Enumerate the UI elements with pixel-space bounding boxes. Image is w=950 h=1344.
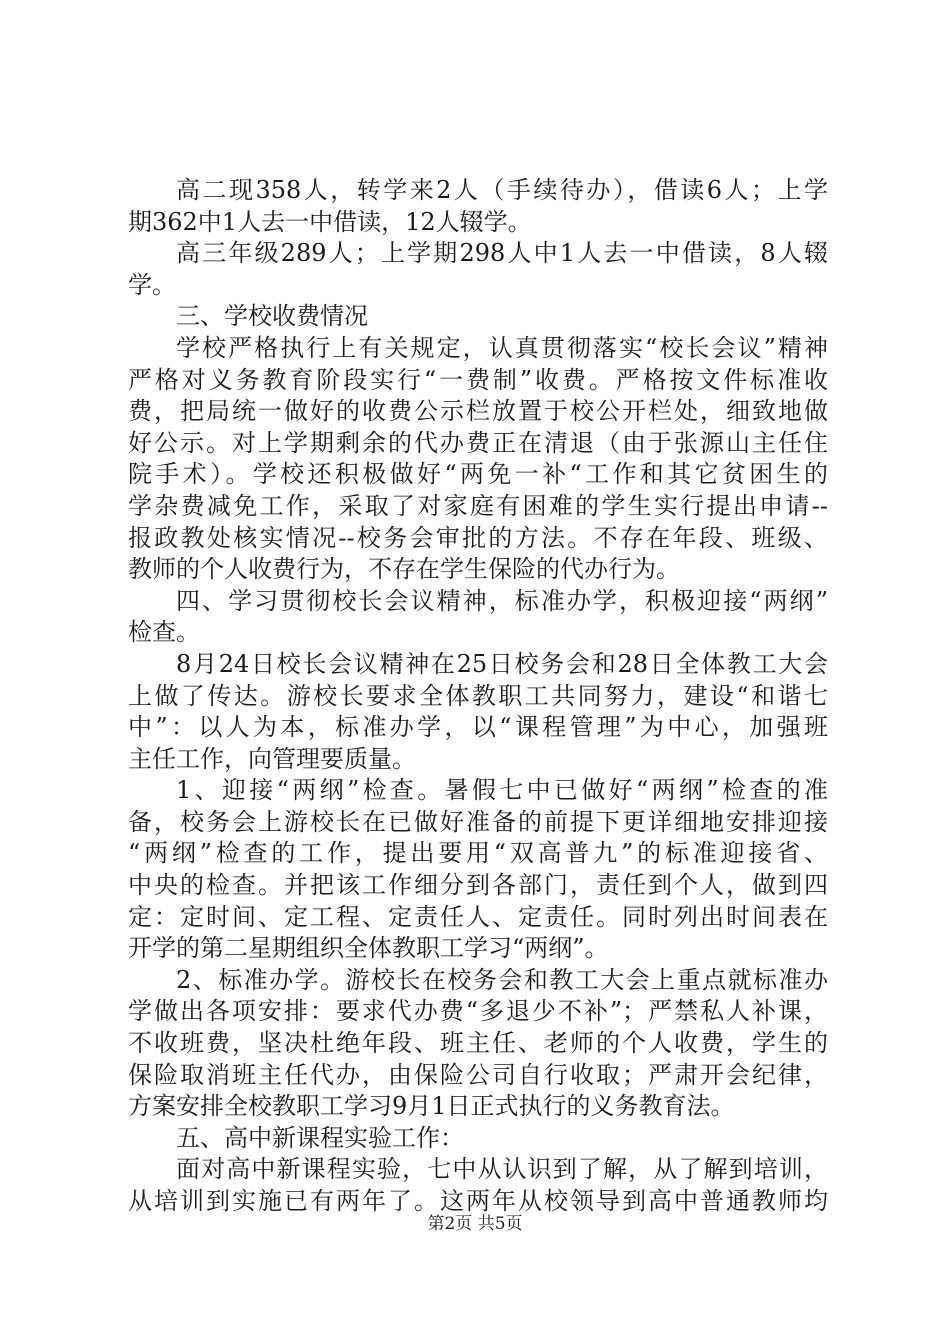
text-line: 8月24日校长会议精神在25日校务会和28日全体教工大会 xyxy=(176,649,828,678)
text-line: 严格对义务教育阶段实行“一费制”收费。严格按文件标准收 xyxy=(128,365,828,394)
paragraph xyxy=(128,238,828,301)
text-line: 从培训到实施已有两年了。这两年从校领导到高中普通教师均 xyxy=(128,1187,828,1215)
text-line: 四、学习贯彻校长会议精神，标准办学，积极迎接“两纲” xyxy=(176,586,828,615)
paragraph xyxy=(128,586,828,649)
text-line: 费，把局统一做好的收费公示栏放置于校公开栏处，细致地做 xyxy=(128,397,828,426)
text-line: 教师的个人收费行为，不存在学生保险的代办行为。 xyxy=(128,555,680,584)
page-footer: 第2页 共5页 xyxy=(427,1214,523,1234)
text-line: 学。 xyxy=(128,270,176,299)
text-line: 院手术）。学校还积极做好“两免一补“工作和其它贫困生的 xyxy=(128,460,828,489)
paragraph xyxy=(128,965,828,1123)
text-line: 五、高中新课程实验工作： xyxy=(176,1123,464,1152)
text-line: 主任工作，向管理要质量。 xyxy=(128,744,416,773)
text-line: 定：定时间、定工程、定责任人、定责任。同时列出时间表在 xyxy=(128,902,828,931)
text-line: 报政教处核实情况--校务会审批的方法。不存在年段、班级、 xyxy=(128,523,828,552)
text-line: 检查。 xyxy=(128,618,200,647)
text-line: 方案安排全校教职工学习9月1日正式执行的义务教育法。 xyxy=(128,1092,735,1121)
paragraph xyxy=(128,333,828,586)
text-line: 中央的检查。并把该工作细分到各部门，责任到个人，做到四 xyxy=(128,871,828,900)
text-line: 高三年级289人；上学期298人中1人去一中借读，8人辍 xyxy=(176,239,828,268)
paragraph xyxy=(128,775,828,965)
text-line: 中”：以人为本，标准办学，以“课程管理”为中心，加强班 xyxy=(128,713,828,742)
text-line: 期362中1人去一中借读，12人辍学。 xyxy=(128,207,532,236)
paragraph xyxy=(128,1154,828,1217)
document-body xyxy=(128,175,828,1218)
text-line: 面对高中新课程实验，七中从认识到了解，从了解到培训， xyxy=(176,1155,828,1184)
text-line: 学校严格执行上有关规定，认真贯彻落实“校长会议”精神 xyxy=(176,333,828,362)
text-line: 2、标准办学。游校长在校务会和教工大会上重点就标准办 xyxy=(176,965,828,994)
text-line: 1、迎接“两纲”检查。暑假七中已做好“两纲”检查的准 xyxy=(176,776,828,805)
paragraph xyxy=(128,1123,828,1155)
paragraph xyxy=(128,649,828,775)
text-line: 上做了传达。游校长要求全体教职工共同努力，建设“和谐七 xyxy=(128,681,828,710)
text-line: 三、学校收费情况 xyxy=(176,302,368,331)
paragraph xyxy=(128,301,828,333)
paragraph xyxy=(128,175,828,238)
text-line: 保险取消班主任代办，由保险公司自行收取；严肃开会纪律， xyxy=(128,1060,828,1089)
text-line: 开学的第二星期组织全体教职工学习“两纲”。 xyxy=(128,934,609,963)
text-line: 不收班费，坚决杜绝年段、班主任、老师的个人收费，学生的 xyxy=(128,1029,828,1058)
text-line: 学杂费减免工作，采取了对家庭有困难的学生实行提出申请-- xyxy=(128,491,828,520)
text-line: 高二现358人，转学来2人（手续待办），借读6人；上学 xyxy=(176,176,828,204)
text-line: “两纲”检查的工作，提出要用“双高普九”的标准迎接省、 xyxy=(128,839,828,868)
text-line: 学做出各项安排：要求代办费“多退少不补”；严禁私人补课， xyxy=(128,997,828,1026)
text-line: 好公示。对上学期剩余的代办费正在清退（由于张源山主任住 xyxy=(128,428,828,457)
text-line: 备，校务会上游校长在已做好准备的前提下更详细地安排迎接 xyxy=(128,807,828,836)
